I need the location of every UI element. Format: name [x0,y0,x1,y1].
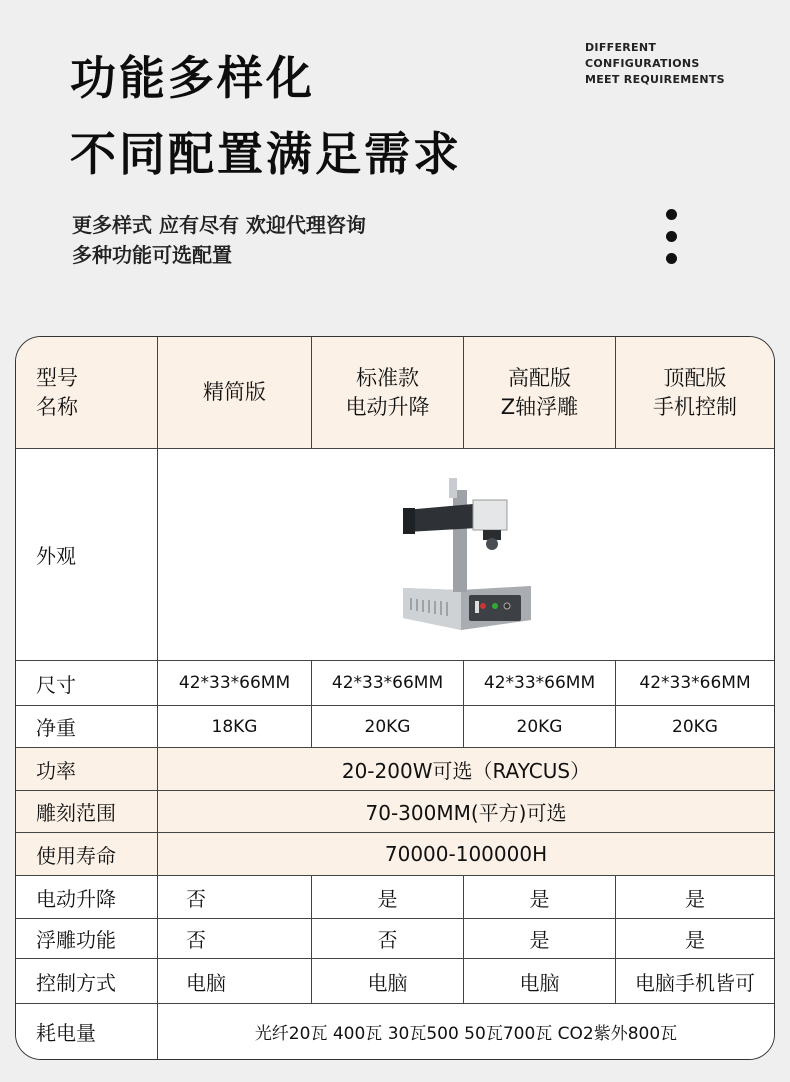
english-tagline-line: CONFIGURATIONS [585,57,700,70]
relief-value: 否 [157,919,311,958]
electric-lift-row [16,875,774,918]
control-row [16,958,774,1003]
power-value: 20-200W可选（RAYCUS） [157,748,774,790]
header-label-cell [16,337,157,448]
row-label: 控制方式 [36,970,116,995]
model-name: 标准款 [356,365,419,390]
header-label-line1: 型号 [36,365,78,390]
appearance-image-cell [157,449,774,660]
relief-value: 是 [615,919,774,958]
size-row [16,660,774,705]
model-header-cell [157,337,311,448]
lifespan-value: 70000-100000H [157,833,774,875]
power-consumption-row [16,1003,774,1059]
row-label: 净重 [36,716,76,740]
row-label: 功率 [36,758,76,783]
control-value: 电脑 [463,959,615,1003]
row-label: 浮雕功能 [36,928,116,952]
page-title-line2: 不同配置满足需求 [70,127,462,181]
size-value: 42*33*66MM [157,661,311,705]
english-tagline-line: MEET REQUIREMENTS [585,73,725,86]
lifespan-row [16,832,774,875]
row-label: 雕刻范围 [36,801,116,825]
header-label-line2: 名称 [36,394,78,419]
row-label: 耗电量 [36,1021,96,1045]
engraving-range-row [16,790,774,832]
size-value: 42*33*66MM [311,661,463,705]
model-name: 精简版 [203,380,266,404]
power-consumption-value: 光纤20瓦 400瓦 30瓦500 50瓦700瓦 CO2紫外800瓦 [157,1004,774,1059]
weight-row [16,705,774,747]
appearance-row [16,448,774,660]
relief-row [16,918,774,958]
relief-value: 否 [311,919,463,958]
model-header-cell [615,337,774,448]
power-row [16,747,774,790]
weight-value: 20KG [311,706,463,747]
control-value: 电脑手机皆可 [615,959,774,1003]
model-feature: 电动升降 [345,394,430,419]
electric-lift-value: 是 [311,876,463,918]
english-tagline-line: DIFFERENT [585,41,657,54]
row-label: 电动升降 [36,886,116,911]
row-label: 外观 [36,544,76,568]
vertical-dots-icon [666,209,678,275]
subtitle-line1: 更多样式 应有尽有 欢迎代理咨询 [72,213,366,237]
model-feature: Z轴浮雕 [500,394,579,419]
subtitle-line2: 多种功能可选配置 [72,243,232,267]
spec-table [15,336,775,1060]
model-name: 高配版 [508,365,571,390]
size-value: 42*33*66MM [463,661,615,705]
table-header-row [16,337,774,448]
electric-lift-value: 是 [615,876,774,918]
model-header-cell [311,337,463,448]
relief-value: 是 [463,919,615,958]
model-feature: 手机控制 [653,394,737,419]
electric-lift-value: 否 [157,876,311,918]
control-value: 电脑 [157,959,311,1003]
weight-value: 20KG [615,706,774,747]
laser-machine-image [391,470,541,640]
row-label: 尺寸 [36,672,76,697]
model-header-cell [463,337,615,448]
size-value: 42*33*66MM [615,661,774,705]
electric-lift-value: 是 [463,876,615,918]
row-label: 使用寿命 [36,843,116,868]
page-title-line1: 功能多样化 [70,51,315,105]
engraving-range-value: 70-300MM(平方)可选 [157,791,774,832]
subtitle [72,210,366,270]
model-name: 顶配版 [663,365,727,390]
english-tagline [585,40,725,88]
control-value: 电脑 [311,959,463,1003]
weight-value: 18KG [157,706,311,747]
weight-value: 20KG [463,706,615,747]
